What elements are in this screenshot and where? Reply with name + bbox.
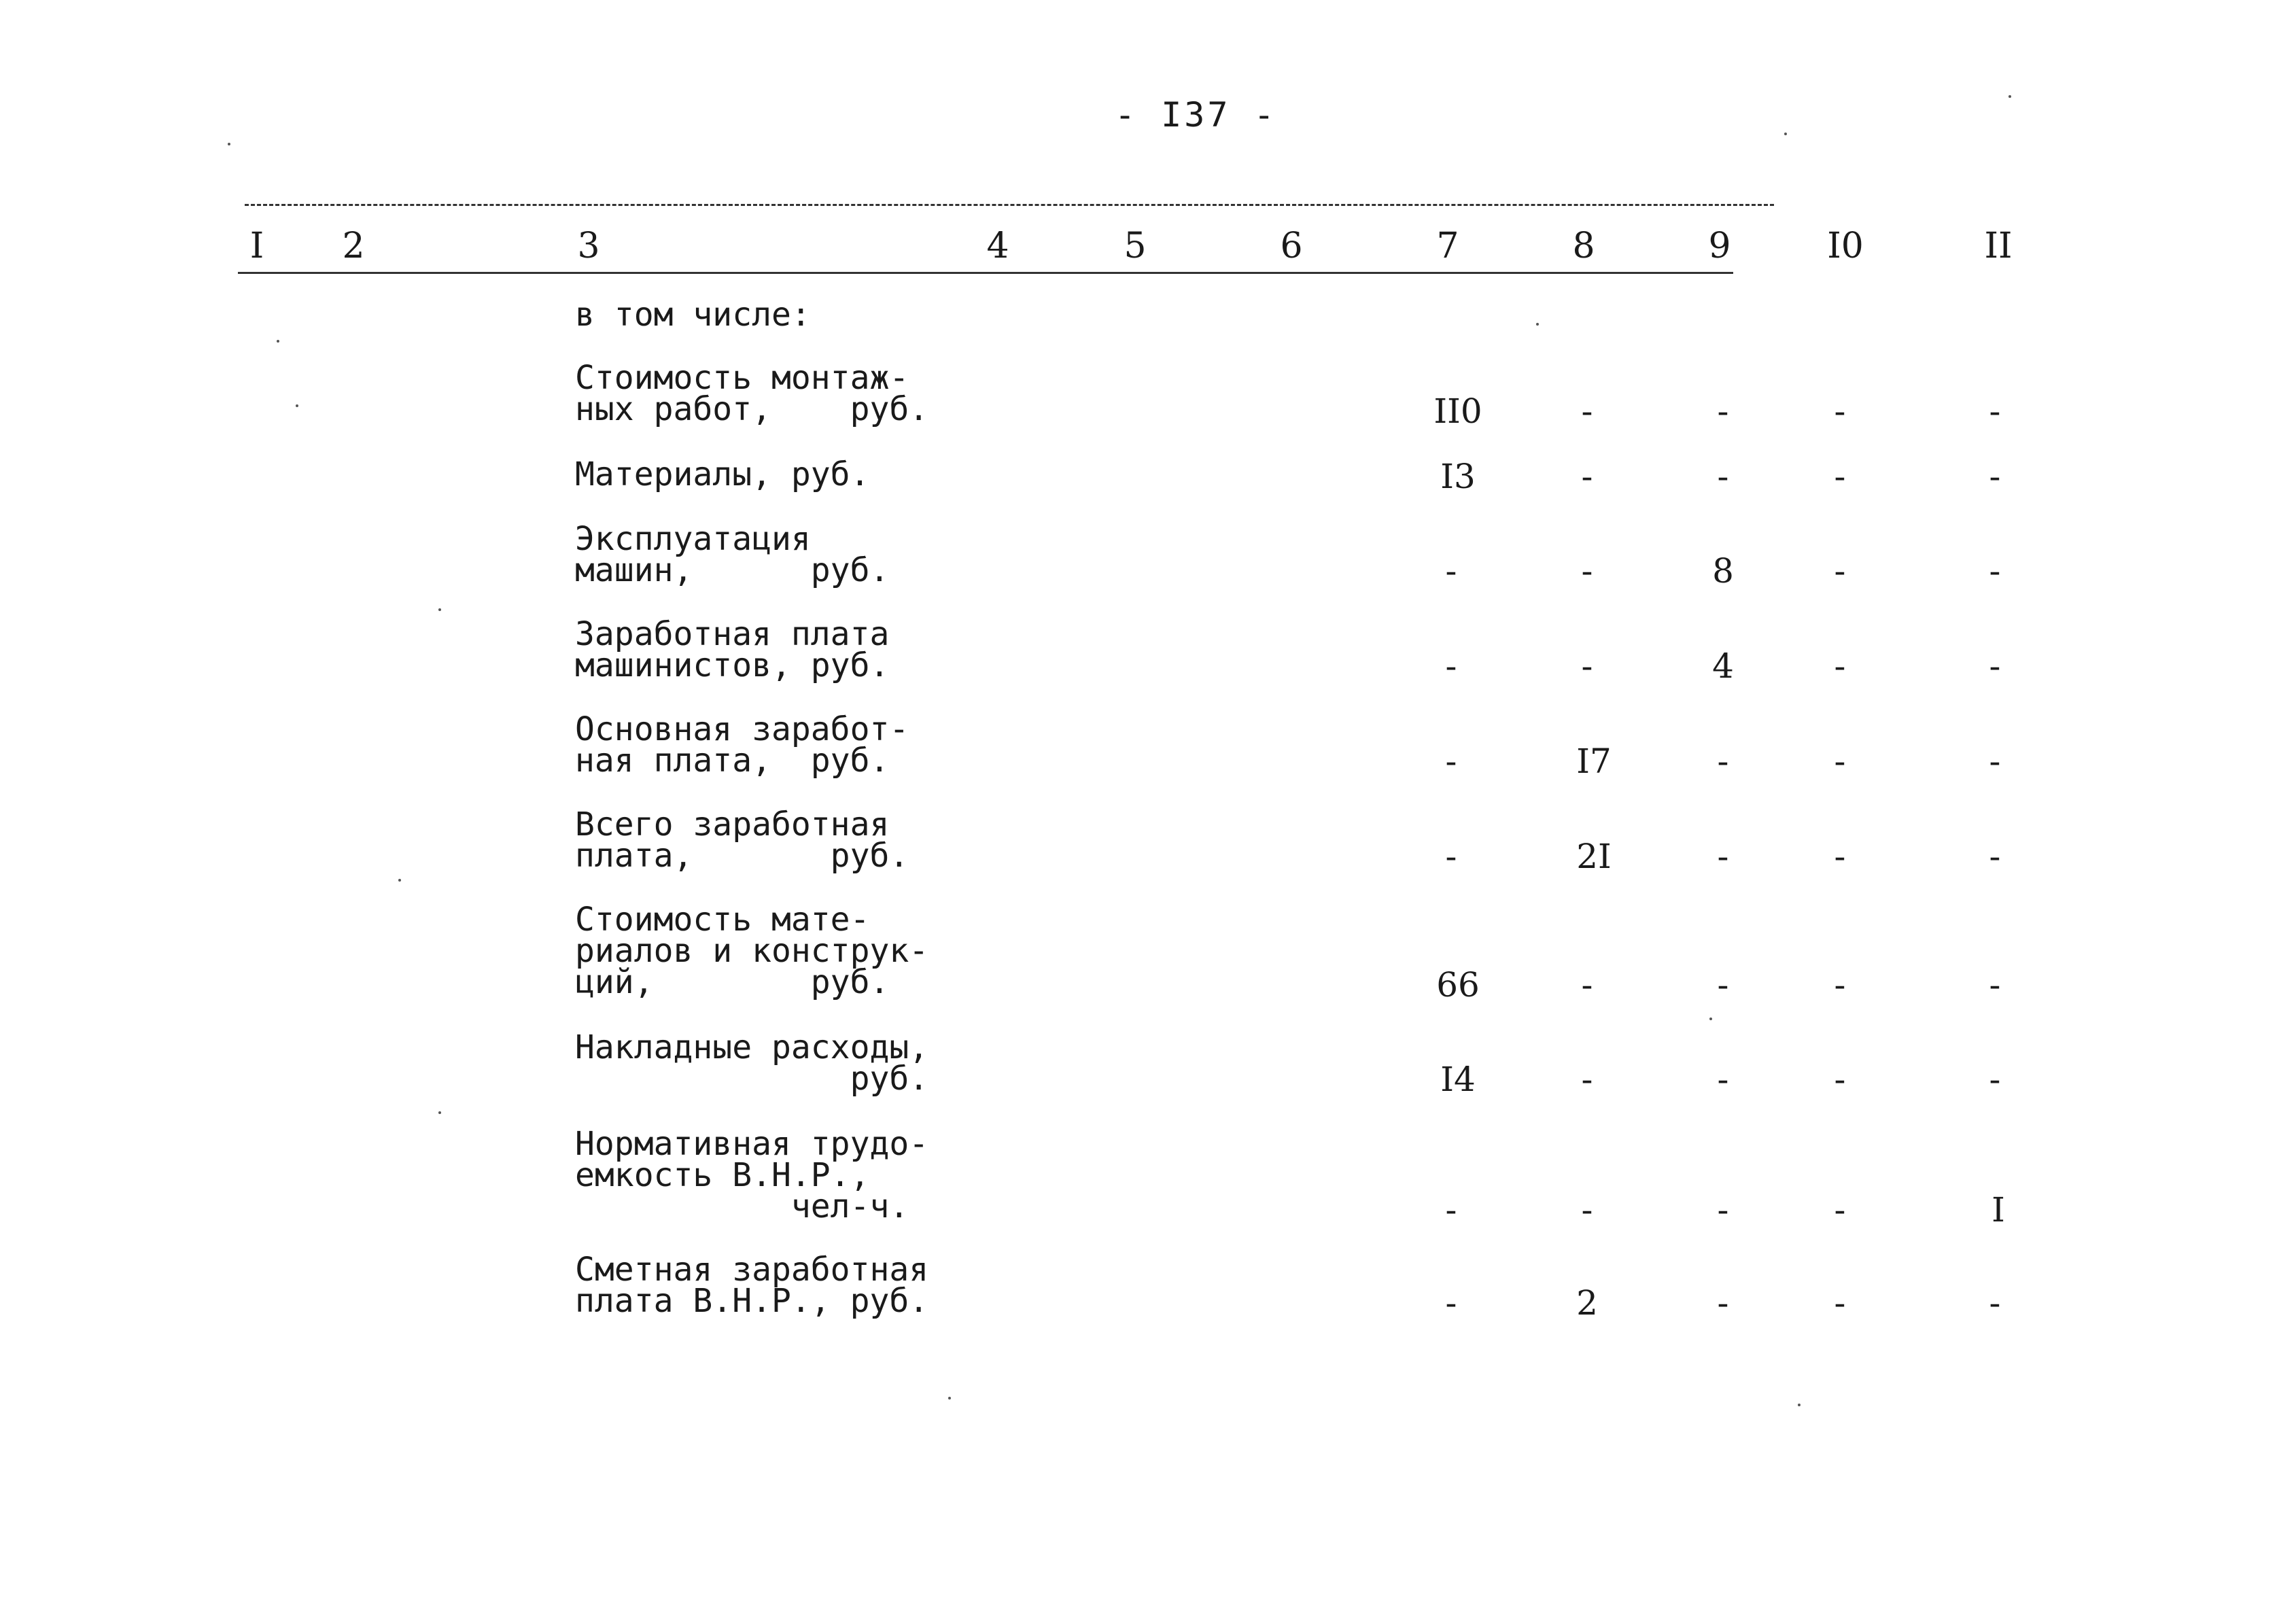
scan-speck — [1536, 323, 1539, 326]
row-value-col11: - — [1989, 742, 2001, 781]
row-value-col9: 8 — [1712, 551, 1734, 591]
row-value-col7: - — [1445, 551, 1457, 591]
column-header-5: 5 — [1124, 226, 1147, 266]
row-value-col8: - — [1581, 392, 1593, 431]
row-value-col9: - — [1717, 965, 1729, 1005]
scan-speck — [438, 1111, 441, 1114]
row-value-col11: - — [1989, 837, 2001, 876]
scan-speck — [1709, 1018, 1712, 1020]
row-value-col9: - — [1717, 742, 1729, 781]
row-value-col8: I7 — [1576, 742, 1612, 781]
row-value-col10: - — [1834, 457, 1846, 496]
row-value-col9: - — [1717, 1283, 1729, 1323]
header-rule-bottom — [238, 272, 1733, 274]
scan-speck — [296, 404, 298, 407]
row-value-col7: - — [1445, 742, 1457, 781]
scan-speck — [438, 608, 441, 611]
row-value-col8: - — [1581, 1190, 1593, 1230]
row-value-col8: - — [1581, 1060, 1593, 1099]
column-header-1: I — [249, 226, 264, 266]
column-header-9: 9 — [1708, 226, 1731, 266]
row-value-col7: I4 — [1440, 1060, 1476, 1099]
row-value-col11: - — [1989, 646, 2001, 686]
row-value-col11: - — [1989, 457, 2001, 496]
column-header-7: 7 — [1436, 226, 1459, 266]
row-label: Материалы, руб. — [575, 455, 870, 493]
row-value-col8: - — [1581, 965, 1593, 1005]
row-value-col11: - — [1989, 551, 2001, 591]
row-value-col8: - — [1581, 551, 1593, 591]
row-value-col10: - — [1834, 392, 1846, 431]
row-value-col11: - — [1989, 965, 2001, 1005]
scan-speck — [277, 340, 279, 343]
column-header-2: 2 — [342, 226, 365, 266]
scan-speck — [228, 143, 230, 145]
row-value-col10: - — [1834, 965, 1846, 1005]
row-value-col9: 4 — [1712, 646, 1734, 686]
row-value-col8: - — [1581, 457, 1593, 496]
row-value-col9: - — [1717, 837, 1729, 876]
column-header-10: I0 — [1827, 226, 1864, 266]
row-value-col10: - — [1834, 646, 1846, 686]
scan-speck — [1784, 133, 1787, 135]
row-value-col8: - — [1581, 646, 1593, 686]
row-value-col7: II0 — [1433, 392, 1482, 431]
row-value-col10: - — [1834, 1190, 1846, 1230]
row-label: Стоимость монтаж- ных работ, руб. — [575, 359, 929, 428]
row-label: Нормативная трудо- емкость В.Н.Р., чел-ч. — [575, 1125, 929, 1225]
row-value-col8: 2I — [1576, 837, 1612, 876]
row-value-col11: - — [1989, 1283, 2001, 1323]
row-value-col7: - — [1445, 1283, 1457, 1323]
row-value-col7: I3 — [1440, 457, 1476, 496]
row-value-col7: - — [1445, 837, 1457, 876]
section-label: в том числе: — [575, 296, 811, 334]
header-rule-top — [245, 204, 1774, 206]
row-value-col9: - — [1717, 457, 1729, 496]
page-number: - I37 - — [1115, 95, 1277, 135]
scan-speck — [398, 879, 401, 882]
row-value-col10: - — [1834, 742, 1846, 781]
row-value-col10: - — [1834, 1060, 1846, 1099]
scan-speck — [948, 1397, 951, 1399]
scan-speck — [2008, 95, 2011, 98]
row-value-col8: 2 — [1576, 1283, 1598, 1323]
row-value-col9: - — [1717, 1060, 1729, 1099]
column-header-3: 3 — [577, 226, 600, 266]
row-value-col10: - — [1834, 837, 1846, 876]
row-value-col7: - — [1445, 1190, 1457, 1230]
row-label: Стоимость мате- риалов и конструк- ций, руб. — [575, 901, 929, 1001]
row-value-col7: - — [1445, 646, 1457, 686]
row-label: Всего заработная плата, руб. — [575, 805, 909, 875]
scan-speck — [1798, 1404, 1801, 1406]
column-header-11: II — [1984, 226, 2013, 266]
row-label: Эксплуатация машин, руб. — [575, 520, 890, 589]
row-label: Заработная плата машинистов, руб. — [575, 615, 890, 684]
row-label: Сметная заработная плата В.Н.Р., руб. — [575, 1251, 929, 1320]
row-value-col11: - — [1989, 1060, 2001, 1099]
row-label: Накладные расходы, руб. — [575, 1028, 929, 1098]
row-value-col9: - — [1717, 392, 1729, 431]
row-value-col7: 66 — [1436, 965, 1480, 1005]
row-label: Основная заработ- ная плата, руб. — [575, 710, 909, 780]
row-value-col10: - — [1834, 551, 1846, 591]
column-header-8: 8 — [1572, 226, 1595, 266]
row-value-col11: I — [1991, 1190, 2005, 1230]
column-header-6: 6 — [1280, 226, 1303, 266]
row-value-col9: - — [1717, 1190, 1729, 1230]
row-value-col10: - — [1834, 1283, 1846, 1323]
row-value-col11: - — [1989, 392, 2001, 431]
column-header-4: 4 — [986, 226, 1009, 266]
